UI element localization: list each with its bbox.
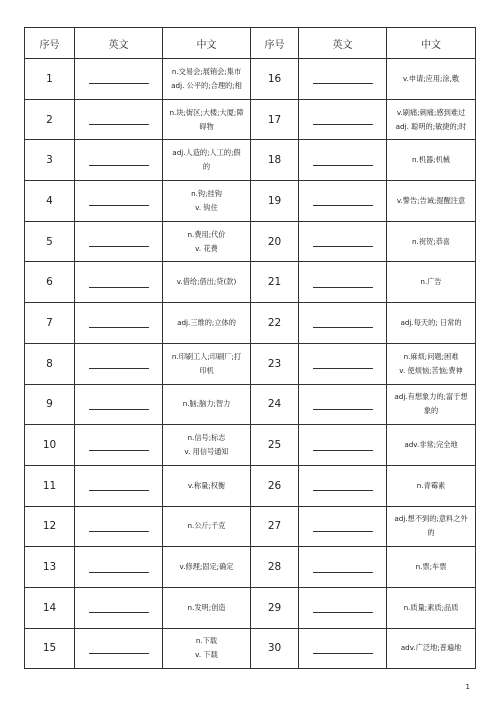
english-answer-cell: [299, 384, 387, 425]
chinese-meaning-line: v. 用信号通知: [184, 447, 229, 457]
header-en-right: 英文: [299, 28, 387, 59]
chinese-meaning-line: n.公斤;千克: [187, 521, 226, 531]
item-number: 20: [251, 221, 299, 262]
item-number: 9: [25, 384, 75, 425]
table-row: [25, 221, 476, 262]
chinese-meaning-cell: [163, 303, 251, 344]
chinese-meaning-line: adj.有想象力的;富于想: [394, 392, 468, 402]
answer-blank-line[interactable]: [89, 409, 149, 410]
chinese-meaning-line: 印机: [199, 365, 214, 375]
chinese-meaning-cell: [163, 628, 251, 669]
chinese-meaning-cell: [387, 547, 476, 588]
english-answer-cell: [299, 506, 387, 547]
answer-blank-line[interactable]: [313, 531, 373, 532]
chinese-meaning-cell: [163, 140, 251, 181]
item-number: 7: [25, 303, 75, 344]
table-row: [25, 262, 476, 303]
table-row: [25, 99, 476, 140]
chinese-meaning-line: v.修理;固定;确定: [179, 562, 234, 572]
answer-blank-line[interactable]: [313, 490, 373, 491]
english-answer-cell: [75, 425, 163, 466]
chinese-meaning-cell: [163, 221, 251, 262]
header-num-right: 序号: [251, 28, 299, 59]
english-answer-cell: [75, 343, 163, 384]
answer-blank-line[interactable]: [313, 572, 373, 573]
answer-blank-line[interactable]: [89, 653, 149, 654]
item-number: 12: [25, 506, 75, 547]
english-answer-cell: [299, 303, 387, 344]
item-number: 16: [251, 59, 299, 100]
chinese-meaning-line: n.印刷工人;印刷厂;打: [171, 351, 242, 361]
answer-blank-line[interactable]: [89, 246, 149, 247]
chinese-meaning-line: v.申请;应用;涂,敷: [402, 73, 460, 83]
chinese-meaning-cell: [387, 181, 476, 222]
english-answer-cell: [299, 587, 387, 628]
english-answer-cell: [299, 181, 387, 222]
english-answer-cell: [75, 506, 163, 547]
chinese-meaning-line: n.交易会;展销会;集市: [171, 66, 242, 76]
chinese-meaning-line: adj. 公平的;合理的;相: [171, 80, 242, 90]
chinese-meaning-line: n.票;车票: [415, 562, 447, 572]
header-num-left: 序号: [25, 28, 75, 59]
item-number: 26: [251, 465, 299, 506]
answer-blank-line[interactable]: [89, 327, 149, 328]
chinese-meaning-line: n.下载: [195, 636, 218, 646]
english-answer-cell: [75, 59, 163, 100]
chinese-meaning-cell: [387, 59, 476, 100]
answer-blank-line[interactable]: [89, 531, 149, 532]
table-row: [25, 140, 476, 181]
english-answer-cell: [75, 465, 163, 506]
item-number: 8: [25, 343, 75, 384]
item-number: 21: [251, 262, 299, 303]
chinese-meaning-cell: [387, 506, 476, 547]
answer-blank-line[interactable]: [89, 572, 149, 573]
chinese-meaning-line: n.祝贺;恭喜: [411, 236, 450, 246]
header-cn-right: 中文: [387, 28, 476, 59]
chinese-meaning-line: v.称量;权衡: [187, 480, 226, 490]
answer-blank-line[interactable]: [313, 83, 373, 84]
chinese-meaning-cell: [387, 221, 476, 262]
page-number: 1: [465, 683, 470, 691]
english-answer-cell: [299, 262, 387, 303]
chinese-meaning-cell: [163, 384, 251, 425]
english-answer-cell: [299, 425, 387, 466]
chinese-meaning-cell: [163, 59, 251, 100]
item-number: 18: [251, 140, 299, 181]
table-row: [25, 59, 476, 100]
english-answer-cell: [299, 547, 387, 588]
table-row: [25, 343, 476, 384]
item-number: 19: [251, 181, 299, 222]
table-row: [25, 506, 476, 547]
chinese-meaning-line: 的: [427, 528, 435, 538]
chinese-meaning-line: v.警告;告诫;提醒注意: [396, 195, 466, 205]
chinese-meaning-line: adj.三维的;立体的: [177, 317, 236, 327]
english-answer-cell: [75, 99, 163, 140]
answer-blank-line[interactable]: [313, 124, 373, 125]
table-row: [25, 547, 476, 588]
chinese-meaning-cell: [387, 384, 476, 425]
chinese-meaning-line: adv.广泛地;普遍地: [400, 643, 462, 653]
answer-blank-line[interactable]: [89, 287, 149, 288]
chinese-meaning-cell: [387, 425, 476, 466]
chinese-meaning-cell: [163, 547, 251, 588]
chinese-meaning-cell: [163, 425, 251, 466]
chinese-meaning-cell: [387, 465, 476, 506]
english-answer-cell: [299, 343, 387, 384]
chinese-meaning-cell: [387, 303, 476, 344]
english-answer-cell: [75, 303, 163, 344]
answer-blank-line[interactable]: [313, 368, 373, 369]
answer-blank-line[interactable]: [89, 83, 149, 84]
english-answer-cell: [299, 140, 387, 181]
chinese-meaning-line: adj.人造的;人工的;假: [172, 148, 241, 158]
table-row: [25, 181, 476, 222]
chinese-meaning-cell: [163, 465, 251, 506]
chinese-meaning-cell: [163, 262, 251, 303]
item-number: 28: [251, 547, 299, 588]
header-cn-left: 中文: [163, 28, 251, 59]
chinese-meaning-line: v. 花费: [195, 243, 218, 253]
chinese-meaning-line: adj.每天的; 日常的: [400, 317, 462, 327]
item-number: 14: [25, 587, 75, 628]
chinese-meaning-line: 碍物: [199, 121, 214, 131]
chinese-meaning-line: n.费用;代价: [187, 229, 226, 239]
answer-blank-line[interactable]: [89, 205, 149, 206]
table-row: [25, 465, 476, 506]
item-number: 3: [25, 140, 75, 181]
chinese-meaning-cell: [387, 628, 476, 669]
chinese-meaning-line: n.钩;挂钩: [191, 188, 222, 198]
table-row: [25, 384, 476, 425]
answer-blank-line[interactable]: [313, 653, 373, 654]
chinese-meaning-cell: [387, 343, 476, 384]
item-number: 13: [25, 547, 75, 588]
chinese-meaning-cell: [163, 343, 251, 384]
chinese-meaning-line: 的: [202, 162, 211, 172]
answer-blank-line[interactable]: [89, 124, 149, 125]
chinese-meaning-line: adj. 聪明的;敏捷的;时: [395, 121, 467, 131]
chinese-meaning-line: n.脑;脑力;智力: [182, 399, 231, 409]
english-answer-cell: [299, 59, 387, 100]
item-number: 1: [25, 59, 75, 100]
chinese-meaning-line: 象的: [423, 406, 439, 416]
item-number: 25: [251, 425, 299, 466]
table-row: [25, 303, 476, 344]
chinese-meaning-line: n.块;街区;大楼;大厦;障: [169, 107, 244, 117]
english-answer-cell: [299, 628, 387, 669]
answer-blank-line[interactable]: [313, 612, 373, 613]
table-row: [25, 425, 476, 466]
answer-blank-line[interactable]: [313, 327, 373, 328]
item-number: 27: [251, 506, 299, 547]
answer-blank-line[interactable]: [313, 450, 373, 451]
chinese-meaning-cell: [387, 262, 476, 303]
item-number: 23: [251, 343, 299, 384]
english-answer-cell: [299, 465, 387, 506]
item-number: 15: [25, 628, 75, 669]
item-number: 29: [251, 587, 299, 628]
answer-blank-line[interactable]: [313, 165, 373, 166]
english-answer-cell: [75, 384, 163, 425]
chinese-meaning-line: v.借给;借出;贷(款): [176, 277, 237, 287]
answer-blank-line[interactable]: [89, 368, 149, 369]
chinese-meaning-line: v. 钩住: [195, 202, 218, 212]
item-number: 11: [25, 465, 75, 506]
item-number: 6: [25, 262, 75, 303]
answer-blank-line[interactable]: [89, 450, 149, 451]
chinese-meaning-cell: [387, 587, 476, 628]
english-answer-cell: [75, 547, 163, 588]
chinese-meaning-line: n.质量;素质;品质: [403, 602, 459, 612]
english-answer-cell: [75, 221, 163, 262]
english-answer-cell: [75, 140, 163, 181]
chinese-meaning-line: n.信号;标志: [187, 433, 226, 443]
chinese-meaning-line: v.刷痛;刺痛;感到难过: [396, 107, 466, 117]
answer-blank-line[interactable]: [313, 246, 373, 247]
table-row: [25, 628, 476, 669]
chinese-meaning-cell: [387, 99, 476, 140]
chinese-meaning-line: v. 下载: [195, 650, 218, 660]
header-en-left: 英文: [75, 28, 163, 59]
item-number: 24: [251, 384, 299, 425]
chinese-meaning-line: adv.非常;完全地: [404, 440, 458, 450]
chinese-meaning-line: n.青霉素: [416, 480, 446, 490]
answer-blank-line[interactable]: [89, 165, 149, 166]
chinese-meaning-cell: [387, 140, 476, 181]
vocabulary-table: [24, 27, 476, 669]
chinese-meaning-cell: [163, 181, 251, 222]
chinese-meaning-line: v. 使烦恼;苦恼;费神: [399, 365, 463, 375]
english-answer-cell: [75, 628, 163, 669]
english-answer-cell: [75, 262, 163, 303]
chinese-meaning-line: n.发明;创造: [187, 602, 226, 612]
chinese-meaning-cell: [163, 99, 251, 140]
header-row: [25, 28, 476, 59]
item-number: 4: [25, 181, 75, 222]
chinese-meaning-cell: [163, 587, 251, 628]
chinese-meaning-cell: [163, 506, 251, 547]
item-number: 2: [25, 99, 75, 140]
chinese-meaning-line: n.广告: [420, 277, 442, 287]
item-number: 17: [251, 99, 299, 140]
english-answer-cell: [75, 587, 163, 628]
english-answer-cell: [299, 99, 387, 140]
answer-blank-line[interactable]: [313, 287, 373, 288]
answer-blank-line[interactable]: [313, 409, 373, 410]
chinese-meaning-line: n.麻烦;问题;困难: [403, 351, 459, 361]
answer-blank-line[interactable]: [313, 205, 373, 206]
chinese-meaning-line: adj.想不到的;意料之外: [394, 514, 468, 524]
answer-blank-line[interactable]: [89, 612, 149, 613]
answer-blank-line[interactable]: [89, 490, 149, 491]
english-answer-cell: [299, 221, 387, 262]
table-row: [25, 587, 476, 628]
chinese-meaning-line: n.机器;机械: [411, 155, 450, 165]
item-number: 22: [251, 303, 299, 344]
item-number: 30: [251, 628, 299, 669]
item-number: 5: [25, 221, 75, 262]
english-answer-cell: [75, 181, 163, 222]
item-number: 10: [25, 425, 75, 466]
